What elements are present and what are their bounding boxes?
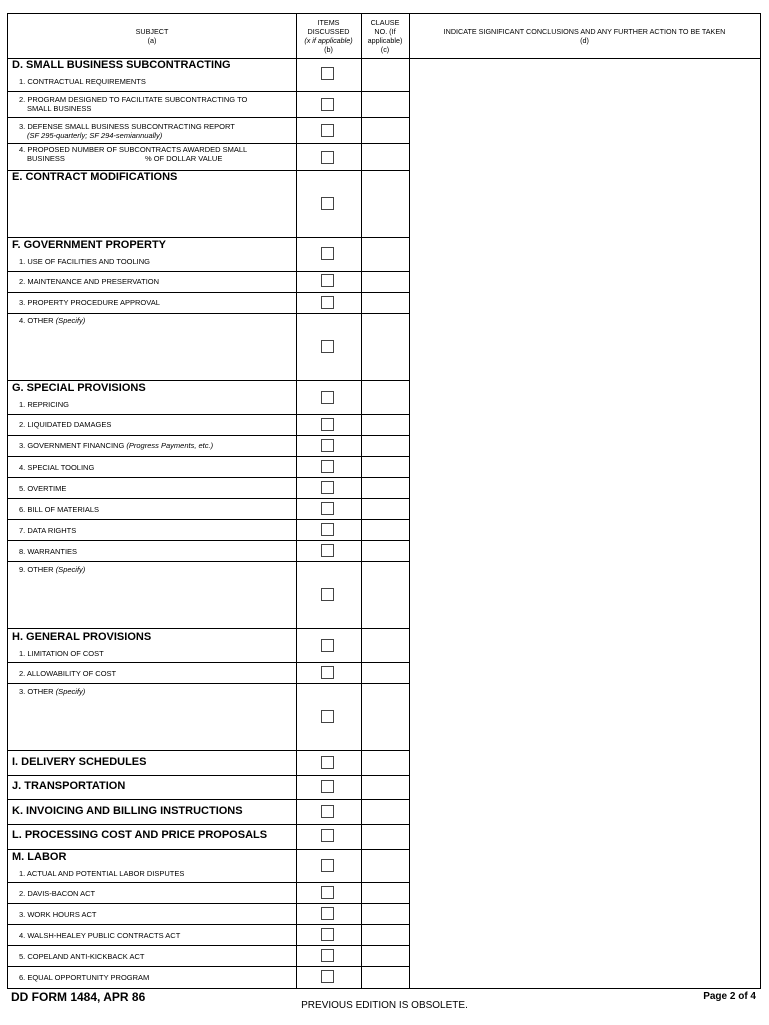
row-divider	[8, 561, 409, 562]
checkbox-d4[interactable]	[321, 151, 334, 164]
checkbox-g2[interactable]	[321, 418, 334, 431]
item-equal-opportunity: 6. EQUAL OPPORTUNITY PROGRAM	[19, 973, 150, 982]
checkbox-g1[interactable]	[321, 391, 334, 404]
row-divider	[8, 540, 409, 541]
item-property-procedure: 3. PROPERTY PROCEDURE APPROVAL	[19, 298, 160, 307]
page-number: Page 2 of 4	[703, 991, 756, 1002]
row-divider	[8, 435, 409, 436]
checkbox-d3[interactable]	[321, 124, 334, 137]
row-divider	[8, 519, 409, 520]
item-facilities-tooling: 1. USE OF FACILITIES AND TOOLING	[19, 257, 151, 266]
item-subcontracting-report: 3. DEFENSE SMALL BUSINESS SUBCONTRACTING REPORT (SF 295-quarterly; SF 294-semiannually)	[19, 122, 235, 140]
item-work-hours-act: 3. WORK HOURS ACT	[19, 910, 97, 919]
item-allowability-of-cost: 2. ALLOWABILITY OF COST	[19, 669, 117, 678]
item-government-financing: 3. GOVERNMENT FINANCING (Progress Payments, etc.)	[19, 441, 214, 450]
section-e-heading: E. CONTRACT MODIFICATIONS	[12, 171, 178, 183]
checkbox-m3[interactable]	[321, 907, 334, 920]
row-divider	[8, 628, 409, 629]
row-divider	[8, 775, 409, 776]
checkbox-i[interactable]	[321, 756, 334, 769]
checkbox-g5[interactable]	[321, 481, 334, 494]
row-divider	[8, 477, 409, 478]
section-k-heading: K. INVOICING AND BILLING INSTRUCTIONS	[12, 805, 243, 817]
checkbox-k[interactable]	[321, 805, 334, 818]
row-divider	[8, 662, 409, 663]
row-divider	[8, 117, 409, 118]
item-program-subcontracting: 2. PROGRAM DESIGNED TO FACILITATE SUBCONTRACTING TO SMALL BUSINESS	[19, 95, 248, 113]
row-divider	[8, 498, 409, 499]
row-divider	[8, 824, 409, 825]
checkbox-d1[interactable]	[321, 67, 334, 80]
form-table	[7, 13, 761, 989]
item-f-other: 4. OTHER (Specify)	[19, 316, 86, 325]
row-divider	[8, 313, 409, 314]
item-contractual-requirements: 1. CONTRACTUAL REQUIREMENTS	[19, 77, 146, 86]
item-copeland: 5. COPELAND ANTI-KICKBACK ACT	[19, 952, 145, 961]
checkbox-f2[interactable]	[321, 274, 334, 287]
row-divider	[8, 380, 409, 381]
section-l-heading: L. PROCESSING COST AND PRICE PROPOSALS	[12, 829, 268, 841]
checkbox-m4[interactable]	[321, 928, 334, 941]
checkbox-g6[interactable]	[321, 502, 334, 515]
checkbox-g4[interactable]	[321, 460, 334, 473]
checkbox-g8[interactable]	[321, 544, 334, 557]
checkbox-l[interactable]	[321, 829, 334, 842]
checkbox-d2[interactable]	[321, 98, 334, 111]
row-divider	[8, 849, 409, 850]
item-maintenance-preservation: 2. MAINTENANCE AND PRESERVATION	[19, 277, 160, 286]
checkbox-f1[interactable]	[321, 247, 334, 260]
checkbox-g9[interactable]	[321, 588, 334, 601]
section-h-heading: H. GENERAL PROVISIONS	[12, 631, 152, 643]
section-d-heading: D. SMALL BUSINESS SUBCONTRACTING	[12, 59, 231, 71]
subject-column-header: SUBJECT (a)	[135, 27, 169, 45]
checkbox-g7[interactable]	[321, 523, 334, 536]
checkbox-m5[interactable]	[321, 949, 334, 962]
item-repricing: 1. REPRICING	[19, 400, 70, 409]
checkbox-g3[interactable]	[321, 439, 334, 452]
item-walsh-healey: 4. WALSH-HEALEY PUBLIC CONTRACTS ACT	[19, 931, 181, 940]
item-davis-bacon: 2. DAVIS-BACON ACT	[19, 889, 96, 898]
item-overtime: 5. OVERTIME	[19, 484, 67, 493]
checkbox-f4[interactable]	[321, 340, 334, 353]
column-divider	[361, 14, 362, 988]
items-discussed-column-header: ITEMS DISCUSSED (x if applicable) (b)	[304, 18, 353, 54]
row-divider	[8, 683, 409, 684]
checkbox-h1[interactable]	[321, 639, 334, 652]
row-divider	[8, 456, 409, 457]
row-divider	[8, 91, 409, 92]
clause-column-header: CLAUSE NO. (If applicable) (c)	[367, 18, 403, 54]
section-f-heading: F. GOVERNMENT PROPERTY	[12, 239, 167, 251]
item-bill-of-materials: 6. BILL OF MATERIALS	[19, 505, 100, 514]
row-divider	[8, 414, 409, 415]
section-j-heading: J. TRANSPORTATION	[12, 780, 126, 792]
row-divider	[8, 882, 409, 883]
checkbox-m6[interactable]	[321, 970, 334, 983]
item-g-other: 9. OTHER (Specify)	[19, 565, 86, 574]
column-divider	[296, 14, 297, 988]
checkbox-m1[interactable]	[321, 859, 334, 872]
checkbox-h3[interactable]	[321, 710, 334, 723]
row-divider	[8, 903, 409, 904]
obsolete-notice: PREVIOUS EDITION IS OBSOLETE.	[301, 1000, 468, 1011]
item-warranties: 8. WARRANTIES	[19, 547, 78, 556]
row-divider	[8, 750, 409, 751]
row-divider	[8, 945, 409, 946]
section-i-heading: I. DELIVERY SCHEDULES	[12, 756, 147, 768]
row-divider	[8, 924, 409, 925]
row-divider	[8, 271, 409, 272]
item-special-tooling: 4. SPECIAL TOOLING	[19, 463, 95, 472]
conclusions-text-area[interactable]	[410, 59, 760, 988]
row-divider	[8, 237, 409, 238]
item-labor-disputes: 1. ACTUAL AND POTENTIAL LABOR DISPUTES	[19, 869, 185, 878]
item-data-rights: 7. DATA RIGHTS	[19, 526, 77, 535]
checkbox-j[interactable]	[321, 780, 334, 793]
checkbox-h2[interactable]	[321, 666, 334, 679]
item-proposed-subcontracts: 4. PROPOSED NUMBER OF SUBCONTRACTS AWARDED SMALL BUSINESS % OF DOLLAR VALUE	[19, 145, 248, 163]
row-divider	[8, 143, 409, 144]
item-liquidated-damages: 2. LIQUIDATED DAMAGES	[19, 420, 112, 429]
checkbox-f3[interactable]	[321, 296, 334, 309]
section-m-heading: M. LABOR	[12, 851, 67, 863]
checkbox-e[interactable]	[321, 197, 334, 210]
conclusions-column-header: INDICATE SIGNIFICANT CONCLUSIONS AND ANY FURTHER ACTION TO BE TAKEN (d)	[443, 27, 726, 45]
checkbox-m2[interactable]	[321, 886, 334, 899]
row-divider	[8, 292, 409, 293]
row-divider	[8, 966, 409, 967]
item-h-other: 3. OTHER (Specify)	[19, 687, 86, 696]
form-id: DD FORM 1484, APR 86	[11, 990, 146, 1004]
row-divider	[8, 799, 409, 800]
item-limitation-of-cost: 1. LIMITATION OF COST	[19, 649, 104, 658]
section-g-heading: G. SPECIAL PROVISIONS	[12, 382, 146, 394]
